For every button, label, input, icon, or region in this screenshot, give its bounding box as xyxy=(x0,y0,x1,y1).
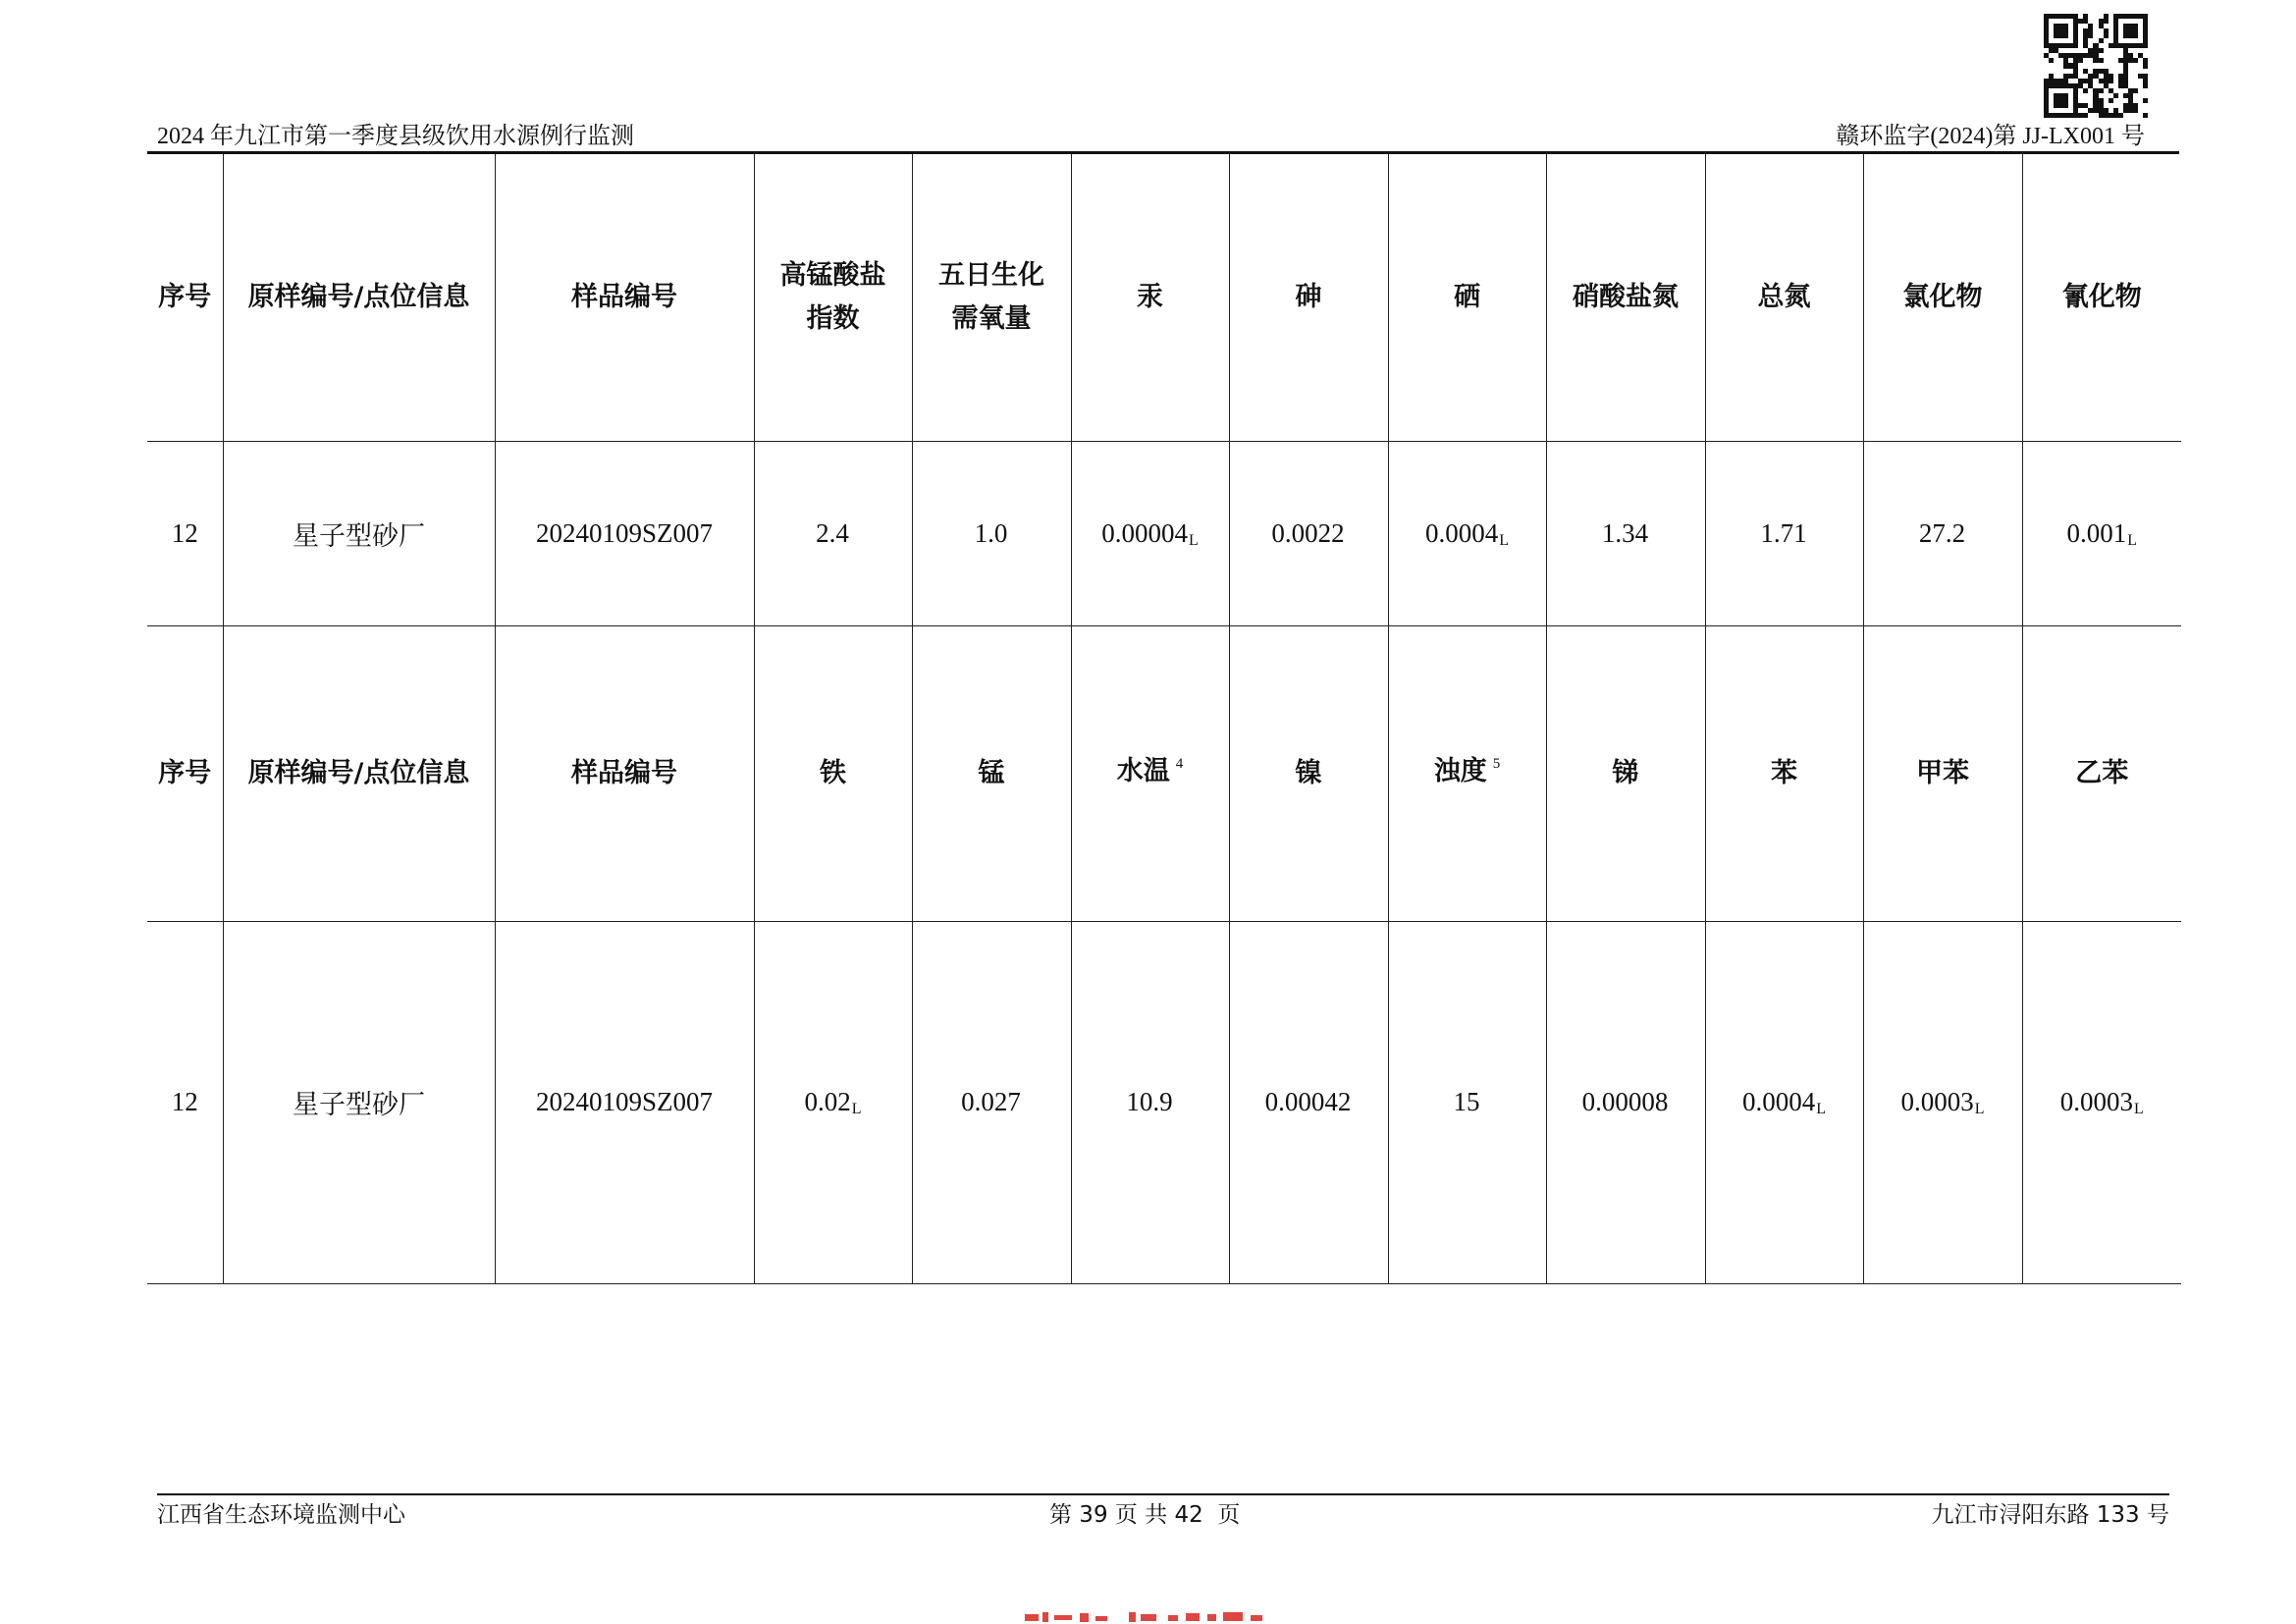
cell-value: 0.001 xyxy=(2066,517,2127,548)
header-cell-selenium: 硒 xyxy=(1388,154,1546,441)
cell-value: 0.027 xyxy=(961,1087,1021,1116)
cell-seq: 12 xyxy=(147,921,223,1283)
header-cell-text: 浊度 xyxy=(1433,755,1487,786)
cell-value: 0.00008 xyxy=(1581,1087,1669,1116)
table-header-row xyxy=(147,625,2181,921)
table-row xyxy=(147,441,2181,625)
cell-value: 1.71 xyxy=(1760,517,1807,548)
header-cell-cod-mn xyxy=(754,154,912,441)
cell-mercury xyxy=(1071,441,1229,625)
page-number: 第 39 页 共 42 页 xyxy=(1049,1502,1241,1528)
cell-ethylbenzene xyxy=(2022,921,2181,1283)
header-cell-total-n: 总氮 xyxy=(1705,154,1863,441)
cell-nickel xyxy=(1229,921,1388,1283)
cell-bod5 xyxy=(912,441,1071,625)
seal-stamp-icon xyxy=(1021,1608,1276,1624)
header-cell-antimony: 锑 xyxy=(1546,625,1705,921)
cell-turbidity xyxy=(1388,921,1546,1283)
cell-value: 10.9 xyxy=(1126,1087,1173,1116)
header-cell-site: 原样编号/点位信息 xyxy=(223,154,495,441)
header-cell-toluene: 甲苯 xyxy=(1863,625,2022,921)
cell-value: 0.0003 xyxy=(2059,1087,2133,1116)
cell-antimony xyxy=(1546,921,1705,1283)
header-cell-seq: 序号 xyxy=(147,154,223,441)
table-row xyxy=(147,921,2181,1283)
cell-value: 15 xyxy=(1453,1087,1480,1116)
cell-value: 1.34 xyxy=(1601,517,1649,548)
cell-water-temp xyxy=(1071,921,1229,1283)
cell-value: 0.0022 xyxy=(1271,517,1345,548)
header-cell-nitrate-n: 硝酸盐氮 xyxy=(1546,154,1705,441)
header-cell-text: 水温 xyxy=(1116,755,1170,786)
cell-toluene xyxy=(1863,921,2022,1283)
below-detection-flag: L xyxy=(1188,531,1199,549)
footer-address: 九江市浔阳东路 133 号 xyxy=(1931,1502,2169,1528)
header-cell-chloride: 氯化物 xyxy=(1863,154,2022,441)
cell-value: 0.0003 xyxy=(1900,1087,1974,1116)
cell-value: 1.0 xyxy=(974,517,1008,548)
cell-value: 0.0004 xyxy=(1741,1087,1816,1116)
cell-site: 星子型砂厂 xyxy=(223,441,495,625)
header-cell-nickel: 镍 xyxy=(1229,625,1388,921)
footer-rule xyxy=(157,1493,2169,1495)
header-cell-mercury: 汞 xyxy=(1071,154,1229,441)
cell-sample-id: 20240109SZ007 xyxy=(495,441,754,625)
cell-arsenic xyxy=(1229,441,1388,625)
below-detection-flag: L xyxy=(2127,531,2138,549)
table-header-row xyxy=(147,154,2181,441)
header-cell-text: 五日生化需氧量 xyxy=(938,259,1044,334)
header-cell-sample-id: 样品编号 xyxy=(495,154,754,441)
report-number: 赣环监字(2024)第 JJ-LX001 号 xyxy=(1836,124,2145,149)
header-cell-arsenic: 砷 xyxy=(1229,154,1388,441)
below-detection-flag: L xyxy=(2133,1101,2144,1117)
footer-organization: 江西省生态环境监测中心 xyxy=(157,1502,405,1528)
cell-iron xyxy=(754,921,912,1283)
cell-value: 0.0004 xyxy=(1424,517,1499,548)
header-cell-turbidity xyxy=(1388,625,1546,921)
monitoring-results-table xyxy=(147,154,2181,1284)
header-cell-water-temp xyxy=(1071,625,1229,921)
cell-site: 星子型砂厂 xyxy=(223,921,495,1283)
cell-value: 0.02 xyxy=(804,1087,851,1116)
header-cell-site: 原样编号/点位信息 xyxy=(223,625,495,921)
below-detection-flag: L xyxy=(851,1101,862,1117)
cell-total-n xyxy=(1705,441,1863,625)
below-detection-flag: L xyxy=(1499,531,1510,549)
header-cell-seq: 序号 xyxy=(147,625,223,921)
cell-value: 0.00004 xyxy=(1101,517,1188,548)
report-title: 2024 年九江市第一季度县级饮用水源例行监测 xyxy=(157,124,634,149)
cell-seq: 12 xyxy=(147,441,223,625)
footnote-marker: 4 xyxy=(1175,755,1184,772)
cell-cod-mn xyxy=(754,441,912,625)
cell-value: 2.4 xyxy=(816,517,849,548)
qr-code-icon xyxy=(2044,14,2148,118)
header-cell-cyanide: 氰化物 xyxy=(2022,154,2181,441)
below-detection-flag: L xyxy=(1816,1101,1827,1117)
cell-selenium xyxy=(1388,441,1546,625)
cell-value: 27.2 xyxy=(1918,517,1966,548)
header-cell-bod5 xyxy=(912,154,1071,441)
header-cell-ethylbenzene: 乙苯 xyxy=(2022,625,2181,921)
cell-chloride xyxy=(1863,441,2022,625)
header-cell-text: 高锰酸盐指数 xyxy=(779,259,886,334)
cell-benzene xyxy=(1705,921,1863,1283)
header-cell-sample-id: 样品编号 xyxy=(495,625,754,921)
cell-value: 0.00042 xyxy=(1264,1087,1352,1116)
header-cell-manganese: 锰 xyxy=(912,625,1071,921)
cell-nitrate-n xyxy=(1546,441,1705,625)
header-cell-iron: 铁 xyxy=(754,625,912,921)
cell-cyanide xyxy=(2022,441,2181,625)
cell-sample-id: 20240109SZ007 xyxy=(495,921,754,1283)
below-detection-flag: L xyxy=(1974,1101,1985,1117)
cell-manganese xyxy=(912,921,1071,1283)
footnote-marker: 5 xyxy=(1492,755,1501,772)
header-cell-benzene: 苯 xyxy=(1705,625,1863,921)
